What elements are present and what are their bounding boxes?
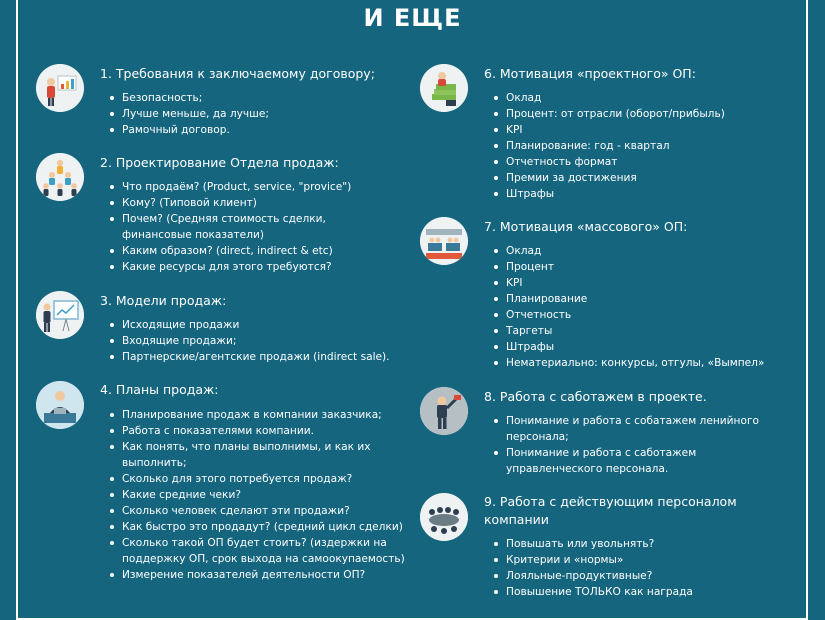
list-item: Как понять, что планы выполнимы, и как их выполнить; (108, 439, 408, 471)
section-6-list (492, 90, 792, 202)
list-item: Штрафы (492, 186, 792, 202)
list-item: Понимание и работа с саботажем управленческого персонала. (492, 445, 782, 477)
list-item: Критерии и «нормы» (492, 552, 792, 568)
list-item: Как быстро это продадут? (средний цикл сделки) (108, 519, 408, 535)
list-item: Партнерские/агентские продажи (indirect sale). (108, 349, 408, 365)
list-item: Отчетность (492, 307, 802, 323)
section-8-list (492, 413, 782, 477)
presentation-board-icon (36, 291, 84, 339)
section-8-heading: 8. Работа с саботажем в проекте. (484, 389, 707, 404)
list-item: KPI (492, 122, 792, 138)
list-item: Процент (492, 259, 802, 275)
list-item: Нематериально: конкурсы, отгулы, «Вымпел» (492, 355, 802, 371)
list-item: Рамочный договор. (108, 122, 398, 138)
list-item: Оклад (492, 90, 792, 106)
section-1-list (108, 90, 398, 138)
chart-presenter-icon (36, 64, 84, 112)
open-office-icon (420, 217, 468, 265)
team-pyramid-icon (36, 153, 84, 201)
list-item: Отчетность формат (492, 154, 792, 170)
list-item: Планирование продаж в компании заказчика; (108, 407, 408, 423)
list-item: Штрафы (492, 339, 802, 355)
list-item: Что продаём? (Product, service, "provice") (108, 179, 373, 195)
list-item: Исходящие продажи (108, 317, 408, 333)
list-item: Лучше меньше, да лучше; (108, 106, 398, 122)
section-6-heading: 6. Мотивация «проектного» ОП: (484, 66, 696, 81)
list-item: Таргеты (492, 323, 802, 339)
list-item: Лояльные-продуктивные? (492, 568, 792, 584)
meeting-table-icon (420, 493, 468, 541)
list-item: Процент: от отрасли (оборот/прибыль) (492, 106, 792, 122)
list-item: Планирование (492, 291, 802, 307)
section-3-list (108, 317, 408, 365)
section-7-list (492, 243, 802, 371)
list-item: Измерение показателей деятельности ОП? (108, 567, 408, 583)
list-item: Премии за достижения (492, 170, 792, 186)
list-item: Сколько такой ОП будет стоить? (издержки на поддержку ОП, срок выхода на самоокупаемость) (108, 535, 408, 567)
section-3-heading: 3. Модели продаж: (100, 293, 227, 308)
section-9-list (492, 536, 792, 600)
list-item: Почем? (Средняя стоимость сделки, финансовые показатели) (108, 211, 373, 243)
section-1-heading: 1. Требования к заключаемому договору; (100, 66, 375, 81)
section-2-list (108, 179, 373, 275)
money-stack-icon (420, 64, 468, 112)
section-2-heading: 2. Проектирование Отдела продаж: (100, 155, 339, 170)
list-item: Понимание и работа с собатажем ленийного персонала; (492, 413, 782, 445)
list-item: Повышение ТОЛЬКО как награда (492, 584, 792, 600)
list-item: Входящие продажи; (108, 333, 408, 349)
section-4-list (108, 407, 408, 583)
section-7-heading: 7. Мотивация «массового» ОП: (484, 219, 688, 234)
section-9-heading: 9. Работа с действующим персоналом компании (484, 494, 737, 527)
list-item: Безопасность; (108, 90, 398, 106)
list-item: Какие ресурсы для этого требуются? (108, 259, 373, 275)
list-item: Какие средние чеки? (108, 487, 408, 503)
sabotage-icon (420, 387, 468, 435)
manager-desk-icon (36, 381, 84, 429)
list-item: Работа с показателями компании. (108, 423, 408, 439)
list-item: Повышать или увольнять? (492, 536, 792, 552)
list-item: KPI (492, 275, 802, 291)
list-item: Сколько человек сделают эти продажи? (108, 503, 408, 519)
list-item: Кому? (Типовой клиент) (108, 195, 373, 211)
section-4-heading: 4. Планы продаж: (100, 382, 219, 397)
list-item: Сколько для этого потребуется продаж? (108, 471, 408, 487)
list-item: Планирование: год - квартал (492, 138, 792, 154)
slide-title: И ЕЩЕ (363, 4, 462, 32)
list-item: Каким образом? (direct, indirect & etc) (108, 243, 373, 259)
list-item: Оклад (492, 243, 802, 259)
